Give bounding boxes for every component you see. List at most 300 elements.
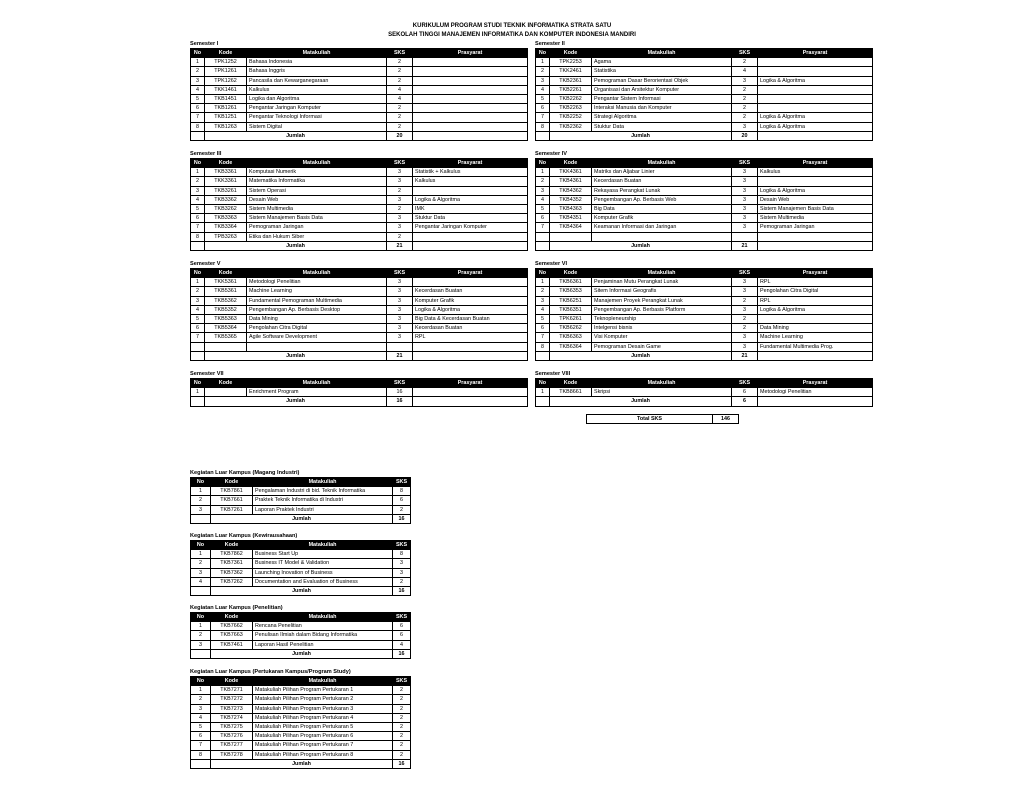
course-sks: 2	[393, 741, 411, 750]
course-code: TKB7861	[211, 487, 253, 496]
jumlah-spacer-left	[191, 131, 205, 140]
course-sks: 2	[732, 324, 758, 333]
course-prerequisite	[758, 67, 873, 76]
course-row	[536, 195, 873, 204]
header-prasyarat: Prasyarat	[758, 49, 873, 58]
course-code: TKB7274	[211, 713, 253, 722]
course-code: TKB4362	[550, 186, 592, 195]
course-row	[536, 104, 873, 113]
course-code: TPK2253	[550, 58, 592, 67]
course-prerequisite: Stuktur Data	[413, 214, 528, 223]
course-code: TKB7361	[211, 559, 253, 568]
course-code: TPK1252	[205, 58, 247, 67]
course-name: Data Mining	[247, 314, 387, 323]
jumlah-spacer-right	[758, 351, 873, 360]
course-code: TKB3261	[205, 186, 247, 195]
course-row	[536, 287, 873, 296]
course-row	[191, 76, 528, 85]
course-code	[205, 388, 247, 397]
course-no: 5	[191, 94, 205, 103]
header-sks: SKS	[387, 379, 413, 388]
course-code: TKB5352	[205, 305, 247, 314]
course-no: 1	[536, 58, 550, 67]
course-row	[191, 622, 411, 631]
course-no: 6	[191, 732, 211, 741]
course-sks	[732, 232, 758, 241]
course-no: 3	[191, 76, 205, 85]
header-matakuliah: Matakuliah	[253, 478, 393, 487]
course-prerequisite	[758, 314, 873, 323]
jumlah-value: 6	[732, 397, 758, 406]
course-row	[191, 505, 411, 514]
activity-pertukaran	[190, 668, 411, 769]
course-name: Pemograman Desain Game	[592, 342, 732, 351]
course-code: TKB7271	[211, 686, 253, 695]
course-code: TKB4363	[550, 204, 592, 213]
jumlah-label: Jumlah	[550, 397, 732, 406]
header-row	[536, 159, 873, 168]
header-sks: SKS	[387, 49, 413, 58]
course-prerequisite: Logika & Algoritma	[413, 305, 528, 314]
jumlah-row	[191, 351, 528, 360]
semester-5	[190, 260, 528, 361]
semester-title: Semester VII	[190, 371, 224, 377]
course-prerequisite	[413, 122, 528, 131]
course-sks: 4	[732, 67, 758, 76]
course-sks: 3	[387, 195, 413, 204]
course-no: 3	[191, 505, 211, 514]
course-row	[191, 113, 528, 122]
course-sks: 2	[732, 94, 758, 103]
course-row	[536, 214, 873, 223]
course-code: TKB3364	[205, 223, 247, 232]
course-no: 4	[191, 305, 205, 314]
semester-title: Semester II	[535, 41, 565, 47]
course-row	[536, 204, 873, 213]
course-prerequisite: Desain Web	[758, 195, 873, 204]
header-kode: Kode	[205, 49, 247, 58]
course-name: Agile Software Development	[247, 333, 387, 342]
course-name: Business Start Up	[253, 550, 393, 559]
jumlah-spacer-right	[413, 241, 528, 250]
course-prerequisite: Metodologi Penelitian	[758, 388, 873, 397]
course-no: 6	[191, 214, 205, 223]
course-sks: 6	[393, 496, 411, 505]
course-sks: 3	[387, 177, 413, 186]
course-row	[191, 296, 528, 305]
header-sks: SKS	[393, 541, 411, 550]
course-row	[536, 85, 873, 94]
course-row	[191, 287, 528, 296]
course-row	[191, 695, 411, 704]
course-prerequisite: Logika & Algoritma	[758, 122, 873, 131]
course-code: TKK1461	[205, 85, 247, 94]
course-no: 6	[536, 104, 550, 113]
course-name	[592, 232, 732, 241]
activity-title: Kegiatan Luar Kampus (Magang Industri)	[190, 470, 300, 476]
course-row	[191, 186, 528, 195]
header-no: No	[191, 49, 205, 58]
course-code: TKB7461	[211, 640, 253, 649]
course-no: 4	[191, 713, 211, 722]
jumlah-spacer-left	[191, 351, 205, 360]
course-sks: 3	[387, 296, 413, 305]
course-name: Agama	[592, 58, 732, 67]
header-sks: SKS	[732, 159, 758, 168]
course-row	[191, 67, 528, 76]
course-prerequisite	[413, 85, 528, 94]
course-row	[191, 85, 528, 94]
course-code: TKB7277	[211, 741, 253, 750]
course-name: Sitem Informasi Geografis	[592, 287, 732, 296]
course-name: Stuktur Data	[592, 122, 732, 131]
total-sks-box	[586, 414, 739, 424]
course-row	[536, 223, 873, 232]
course-prerequisite	[413, 186, 528, 195]
course-name: Business IT Model & Validation	[253, 559, 393, 568]
course-no: 4	[191, 195, 205, 204]
header-sks: SKS	[387, 159, 413, 168]
course-name: Matakuliah Pilihan Program Pertukaran 4	[253, 713, 393, 722]
course-sks: 3	[732, 342, 758, 351]
course-prerequisite: Logika & Algoritma	[758, 186, 873, 195]
course-row	[536, 314, 873, 323]
header-no: No	[536, 379, 550, 388]
course-name: Pengembangan Ap. Berbasis Platform	[592, 305, 732, 314]
jumlah-spacer-left	[191, 241, 205, 250]
header-sks: SKS	[732, 379, 758, 388]
header-row	[191, 159, 528, 168]
course-name: Bahasa Inggris	[247, 67, 387, 76]
course-no: 2	[536, 67, 550, 76]
course-row	[191, 305, 528, 314]
course-name: Laporan Praktek Industri	[253, 505, 393, 514]
course-sks	[387, 342, 413, 351]
header-matakuliah: Matakuliah	[253, 613, 393, 622]
course-prerequisite	[758, 85, 873, 94]
course-prerequisite: RPL	[758, 296, 873, 305]
course-no: 1	[191, 388, 205, 397]
header-matakuliah: Matakuliah	[253, 677, 393, 686]
course-code: TKB1263	[205, 122, 247, 131]
course-name: Pancasila dan Kewarganegaraan	[247, 76, 387, 85]
header-sks: SKS	[393, 478, 411, 487]
course-no: 4	[536, 85, 550, 94]
course-no: 2	[191, 559, 211, 568]
jumlah-value: 21	[387, 241, 413, 250]
jumlah-spacer-left	[536, 131, 550, 140]
semester-table	[535, 378, 873, 407]
course-sks: 4	[387, 94, 413, 103]
header-sks: SKS	[732, 269, 758, 278]
course-no: 1	[536, 388, 550, 397]
course-name: Laporan Hasil Penelitian	[253, 640, 393, 649]
header-no: No	[536, 49, 550, 58]
course-sks: 3	[393, 568, 411, 577]
course-prerequisite: Statistik + Kalkulus	[413, 168, 528, 177]
course-no: 3	[536, 186, 550, 195]
course-code: TKB7276	[211, 732, 253, 741]
course-prerequisite: Pengantar Jaringan Komputer	[413, 223, 528, 232]
course-no: 2	[191, 67, 205, 76]
header-row	[536, 379, 873, 388]
course-row	[191, 577, 411, 586]
course-prerequisite	[758, 104, 873, 113]
course-row	[191, 223, 528, 232]
jumlah-spacer-right	[413, 131, 528, 140]
course-prerequisite	[758, 94, 873, 103]
course-name: Rekayasa Perangkat Lunak	[592, 186, 732, 195]
course-sks: 2	[393, 713, 411, 722]
course-name: Big Data	[592, 204, 732, 213]
course-row	[536, 232, 873, 241]
course-sks: 2	[732, 296, 758, 305]
course-row	[191, 568, 411, 577]
course-row	[536, 324, 873, 333]
header-row	[536, 269, 873, 278]
course-name: Matematika Informatika	[247, 177, 387, 186]
course-name: Metodologi Penelitian	[247, 278, 387, 287]
course-code: TKK3361	[205, 177, 247, 186]
course-row	[191, 168, 528, 177]
course-no	[191, 342, 205, 351]
course-sks: 4	[387, 85, 413, 94]
course-no: 7	[191, 223, 205, 232]
course-prerequisite: RPL	[758, 278, 873, 287]
jumlah-row	[191, 131, 528, 140]
course-name: Pemograman Jaringan	[247, 223, 387, 232]
course-code: TKB5362	[205, 296, 247, 305]
jumlah-row	[191, 759, 411, 768]
course-code: TPB3263	[205, 232, 247, 241]
semester-1	[190, 40, 528, 141]
jumlah-label: Jumlah	[550, 241, 732, 250]
course-sks: 2	[387, 76, 413, 85]
course-no: 8	[536, 342, 550, 351]
course-prerequisite	[413, 388, 528, 397]
course-code: TKK2461	[550, 67, 592, 76]
jumlah-value: 16	[393, 759, 411, 768]
course-code: TKB5361	[205, 287, 247, 296]
activity-magang-industri	[190, 469, 411, 524]
course-prerequisite	[413, 104, 528, 113]
course-sks: 2	[387, 113, 413, 122]
semester-table	[535, 268, 873, 361]
course-sks: 2	[393, 750, 411, 759]
course-sks: 2	[387, 232, 413, 241]
header-sks: SKS	[732, 49, 758, 58]
course-sks: 2	[393, 722, 411, 731]
course-sks: 3	[732, 204, 758, 213]
header-kode: Kode	[211, 541, 253, 550]
semester-4	[535, 150, 873, 251]
course-prerequisite	[413, 278, 528, 287]
course-code: TPK1261	[205, 67, 247, 76]
course-code: TKB6251	[550, 296, 592, 305]
course-code: TKB6262	[550, 324, 592, 333]
course-code: TKK4361	[550, 168, 592, 177]
jumlah-value: 20	[387, 131, 413, 140]
header-kode: Kode	[211, 677, 253, 686]
course-row	[191, 640, 411, 649]
jumlah-row	[191, 514, 411, 523]
semester-8	[535, 370, 873, 407]
course-name: Manajemen Proyek Perangkat Lunak	[592, 296, 732, 305]
course-no: 8	[191, 232, 205, 241]
semester-table	[535, 158, 873, 251]
semester-title: Semester VI	[535, 261, 568, 267]
course-sks: 2	[387, 67, 413, 76]
course-name: Machine Learning	[247, 287, 387, 296]
course-name: Interaksi Manusia dan Komputer	[592, 104, 732, 113]
course-sks: 6	[732, 388, 758, 397]
course-row	[191, 324, 528, 333]
course-code: TKB3362	[205, 195, 247, 204]
header-kode: Kode	[550, 49, 592, 58]
course-name: Penulisan Ilmiah dalam Bidang Informatika	[253, 631, 393, 640]
course-sks: 2	[732, 104, 758, 113]
course-code: TKB2362	[550, 122, 592, 131]
course-prerequisite: Kalkulus	[413, 177, 528, 186]
course-prerequisite: Logika & Algoritma	[758, 305, 873, 314]
course-sks: 3	[387, 324, 413, 333]
header-matakuliah: Matakuliah	[247, 379, 387, 388]
course-code: TKB5365	[205, 333, 247, 342]
course-code: TKB7275	[211, 722, 253, 731]
course-row	[191, 232, 528, 241]
header-kode: Kode	[205, 159, 247, 168]
course-row	[191, 214, 528, 223]
header-kode: Kode	[211, 478, 253, 487]
course-name: Keamanan Informasi dan Jaringan	[592, 223, 732, 232]
course-row	[191, 750, 411, 759]
course-no: 1	[191, 58, 205, 67]
course-code: TKB7661	[211, 496, 253, 505]
course-row	[191, 741, 411, 750]
course-code: TKB6351	[550, 305, 592, 314]
course-no: 3	[191, 640, 211, 649]
activity-table	[190, 676, 411, 769]
course-no: 3	[191, 186, 205, 195]
course-prerequisite: Pengolahan Citra Digital	[758, 287, 873, 296]
header-prasyarat: Prasyarat	[413, 379, 528, 388]
course-code: TKB6363	[550, 333, 592, 342]
course-sks: 2	[732, 85, 758, 94]
course-name: Documentation and Evaluation of Business	[253, 577, 393, 586]
course-code: TKB4364	[550, 223, 592, 232]
course-no: 7	[191, 113, 205, 122]
course-row	[191, 122, 528, 131]
course-name: Bahasa Indonesia	[247, 58, 387, 67]
course-code: TKB3262	[205, 204, 247, 213]
course-code: TKB2361	[550, 76, 592, 85]
course-row	[536, 67, 873, 76]
course-name: Matakuliah Pilihan Program Pertukaran 3	[253, 704, 393, 713]
course-row	[536, 177, 873, 186]
header-row	[536, 49, 873, 58]
course-row	[191, 314, 528, 323]
course-sks: 2	[387, 186, 413, 195]
total-sks-label: Total SKS	[587, 415, 713, 424]
course-no: 2	[191, 177, 205, 186]
course-code: TKB2261	[550, 85, 592, 94]
course-no: 1	[191, 686, 211, 695]
course-no: 1	[536, 168, 550, 177]
course-sks: 8	[393, 487, 411, 496]
course-name: Teknopleneurship	[592, 314, 732, 323]
activity-table	[190, 477, 411, 524]
course-name: Matakuliah Pilihan Program Pertukaran 8	[253, 750, 393, 759]
course-code: TKB6364	[550, 342, 592, 351]
course-code: TKB2262	[550, 94, 592, 103]
activity-penelitian	[190, 604, 411, 659]
course-prerequisite: Kecerdasan Buatan	[413, 287, 528, 296]
course-code: TKB7278	[211, 750, 253, 759]
course-prerequisite: Sistem Manajemen Basis Data	[758, 204, 873, 213]
course-sks: 2	[393, 686, 411, 695]
course-code: TPK1262	[205, 76, 247, 85]
jumlah-value: 16	[393, 514, 411, 523]
jumlah-spacer-left	[191, 649, 211, 658]
course-sks: 2	[732, 58, 758, 67]
course-prerequisite: Kalkulus	[758, 168, 873, 177]
course-name: Matriks dan Aljabar Linier	[592, 168, 732, 177]
jumlah-value: 21	[732, 241, 758, 250]
course-no: 2	[536, 287, 550, 296]
course-name: Pengantar Teknologi Informasi	[247, 113, 387, 122]
course-name: Matakuliah Pilihan Program Pertukaran 2	[253, 695, 393, 704]
course-row	[191, 278, 528, 287]
course-name: Sistem Multimedia	[247, 204, 387, 213]
title-line-1: KURIKULUM PROGRAM STUDI TEKNIK INFORMATIKA STRATA SATU	[412, 23, 612, 29]
course-name: Logika dan Algoritma	[247, 94, 387, 103]
course-no: 4	[536, 195, 550, 204]
course-row	[191, 631, 411, 640]
header-no: No	[191, 541, 211, 550]
course-no: 7	[536, 223, 550, 232]
course-no: 1	[191, 278, 205, 287]
course-row	[536, 278, 873, 287]
jumlah-label: Jumlah	[211, 649, 393, 658]
course-no: 1	[536, 278, 550, 287]
jumlah-row	[536, 351, 873, 360]
course-code: TKB7862	[211, 550, 253, 559]
course-prerequisite	[413, 58, 528, 67]
course-name: Matakuliah Pilihan Program Pertukaran 7	[253, 741, 393, 750]
course-row	[191, 388, 528, 397]
course-no: 1	[191, 550, 211, 559]
course-no: 3	[191, 296, 205, 305]
course-name: Pengolahan Citra Digital	[247, 324, 387, 333]
header-row	[191, 613, 411, 622]
header-row	[191, 541, 411, 550]
course-no: 5	[191, 722, 211, 731]
jumlah-value: 21	[732, 351, 758, 360]
course-row	[536, 58, 873, 67]
activity-title: Kegiatan Luar Kampus (Penelitian)	[190, 605, 283, 611]
course-name: Desain Web	[247, 195, 387, 204]
course-no: 4	[191, 577, 211, 586]
course-sks: 3	[732, 333, 758, 342]
activity-title: Kegiatan Luar Kampus (Pertukaran Kampus/Program Study)	[190, 669, 351, 675]
course-sks: 3	[732, 177, 758, 186]
jumlah-spacer-right	[758, 241, 873, 250]
header-no: No	[536, 159, 550, 168]
course-name: Sistem Manajemen Basis Data	[247, 214, 387, 223]
course-no: 8	[191, 122, 205, 131]
activity-title: Kegiatan Luar Kampus (Kewirausahaan)	[190, 533, 298, 539]
course-row	[536, 94, 873, 103]
